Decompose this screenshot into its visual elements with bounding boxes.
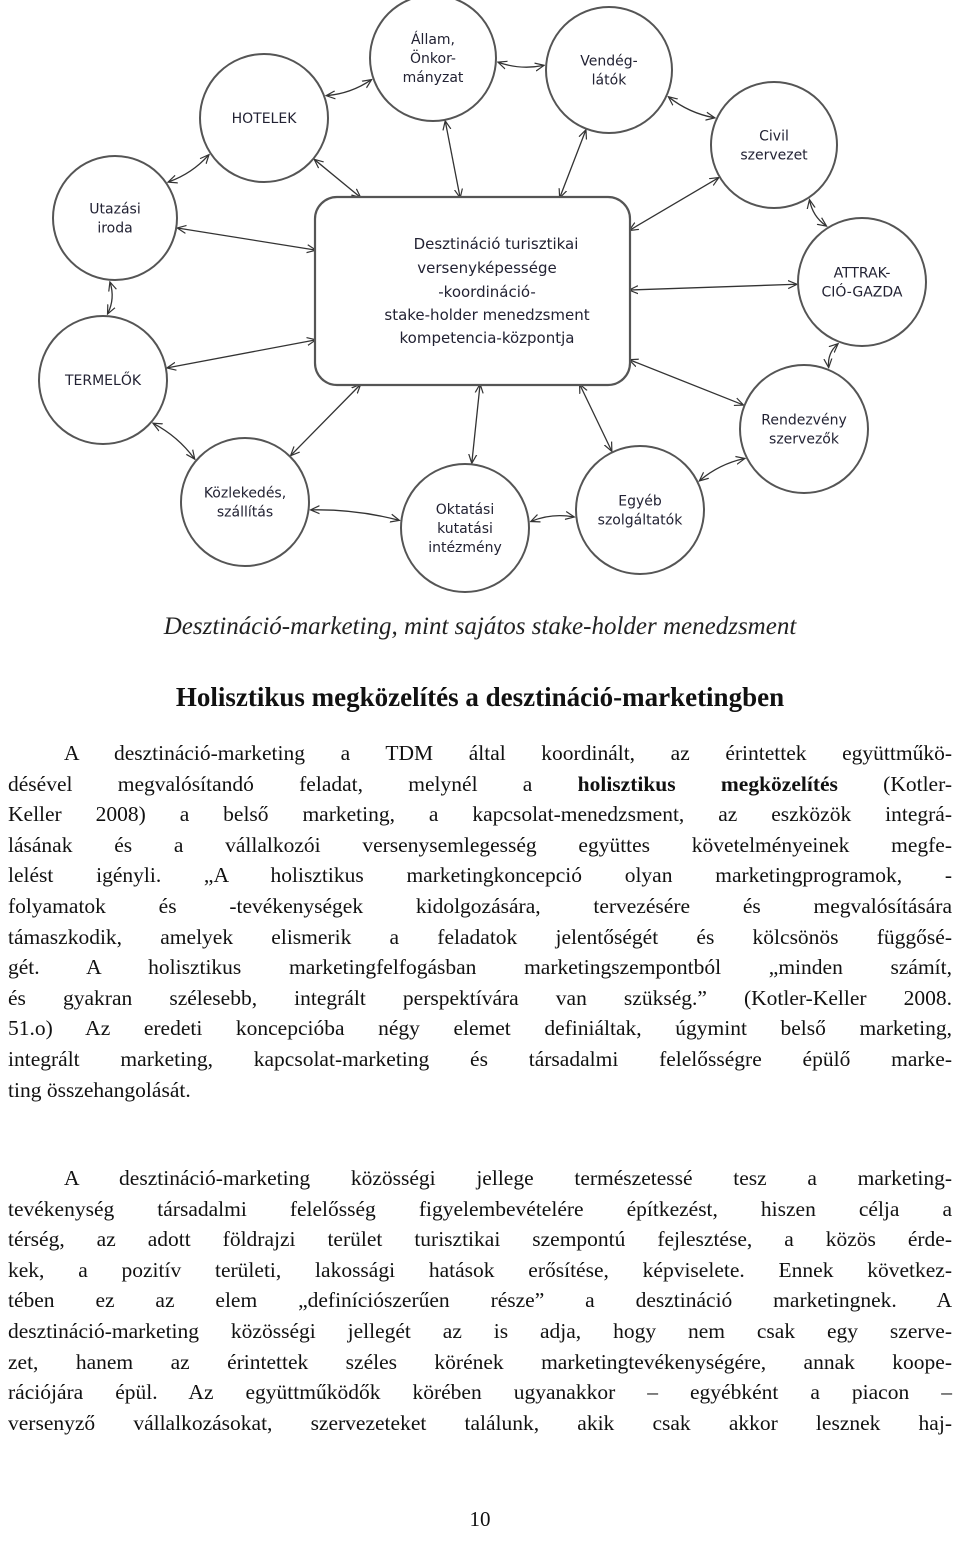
node-label: TERMELŐK xyxy=(64,373,142,389)
node-label: szervezők xyxy=(769,431,839,448)
text-line: 51.o) Az eredeti koncepcióba négy elemet definiáltak, úgymint belső marketing, xyxy=(8,1016,952,1041)
text-line: A desztináció-marketing a TDM által koordinált, az érintettek együttműkö- xyxy=(64,741,952,765)
node-label: HOTELEK xyxy=(231,111,297,127)
ring-arrow xyxy=(700,459,744,481)
node-label: Önkor- xyxy=(410,51,456,67)
node-circle xyxy=(53,156,177,280)
text-line: desztináció-marketing közösségi jellegét az is adja, hogy nem csak egy szerve- xyxy=(8,1318,952,1343)
figure-caption: Desztináció-marketing, mint sajátos stake-holder menedzsment xyxy=(163,613,797,640)
node-label: Vendég- xyxy=(580,53,638,70)
node-circle xyxy=(181,438,309,566)
node-circle xyxy=(576,446,704,574)
section-heading: Holisztikus megközelítés a desztináció-marketingben xyxy=(175,682,785,712)
center-line-3: -koordináció- xyxy=(438,283,536,301)
node-label: Egyéb xyxy=(618,493,662,510)
node-label: Rendezvény xyxy=(761,412,847,429)
node-utazasi xyxy=(53,156,177,280)
text-line: támaszkodik, amelyek elismerik a feladatok jelentőségét és kölcsönös függősé- xyxy=(8,924,952,949)
text-line: tében ez az elem „definíciószerűen része” a desztináció marketingnek. A xyxy=(8,1288,952,1313)
ring-arrow xyxy=(312,510,399,520)
node-label: szolgáltatók xyxy=(597,512,683,529)
node-label: Civil xyxy=(759,128,789,145)
spoke-arrow-rendezveny xyxy=(630,360,743,405)
node-label: Oktatási xyxy=(435,502,495,518)
ring-arrow xyxy=(327,80,371,96)
text-line: lásának és a vállalkozói versenysemlegesség együttes követelményeinek megfe- xyxy=(8,832,952,857)
text-line: zet, hanem az érintettek széles körének marketingtevékenységére, annak koope- xyxy=(8,1349,952,1374)
text-line: lelést igényli. „A holisztikus marketingkoncepció olyan marketingprogramok, - xyxy=(8,863,952,888)
ring-arrow xyxy=(108,283,112,313)
node-circle xyxy=(798,218,926,346)
text-line xyxy=(8,769,952,800)
center-line-1: Desztináció turisztikai xyxy=(413,235,579,253)
node-label: CIÓ-GAZDA xyxy=(821,284,903,301)
node-kozlekedes xyxy=(181,438,309,566)
text-line: rációjára épül. Az együttműködők körében ugyanakkor – egyébként a piacon – xyxy=(8,1380,952,1405)
ring-arrow xyxy=(169,155,208,181)
node-vendeglatok xyxy=(546,7,672,133)
bold-term: holisztikus megközelítés xyxy=(577,771,838,796)
node-termelok xyxy=(39,316,167,444)
text-run: (Kotler- xyxy=(837,771,952,796)
center-line-5: kompetencia-központja xyxy=(399,329,575,347)
spoke-arrow-attrakcio xyxy=(630,284,796,290)
node-circle xyxy=(740,365,868,493)
node-label: Állam, xyxy=(410,32,456,48)
center-box xyxy=(315,197,630,385)
spoke-arrow-vendeglatok xyxy=(560,131,586,197)
node-egyeb xyxy=(576,446,704,574)
node-label: látók xyxy=(591,72,627,89)
node-rendezveny xyxy=(740,365,868,493)
ring-arrow xyxy=(154,424,194,459)
ring-arrow xyxy=(669,97,714,117)
center-line-2: versenyképessége xyxy=(417,259,557,277)
spoke-arrow-civil xyxy=(630,178,718,230)
text-line: folyamatok és -tevékenységek kidolgozására, tervezésére és megvalósítására xyxy=(8,893,952,918)
spoke-arrow-allam xyxy=(445,122,460,197)
text-line: és gyakran szélesebb, integrált perspektívára van szükség.” (Kotler-Keller 2008. xyxy=(8,985,952,1010)
node-circle xyxy=(711,82,837,208)
spoke-arrow-termelok xyxy=(168,340,315,368)
node-label: iroda xyxy=(97,220,133,237)
ring-arrow xyxy=(828,344,837,366)
node-allam xyxy=(370,0,496,121)
spoke-arrow-hotelek xyxy=(315,160,360,197)
node-civil xyxy=(711,82,837,208)
node-label: Közlekedés, xyxy=(203,485,287,502)
text-line: tevékenység társadalmi felelősség figyelembevételére építkezést, hiszen célja a xyxy=(8,1196,952,1221)
spoke-arrow-kozlekedes xyxy=(291,385,360,455)
node-label: kutatási xyxy=(437,521,493,537)
node-label: Utazási xyxy=(89,201,141,218)
node-label: szállítás xyxy=(216,504,274,521)
page-number: 10 xyxy=(469,1507,491,1531)
ring-arrow xyxy=(499,62,543,67)
text-line: A desztináció-marketing közösségi jellege természetessé tesz a marketing- xyxy=(64,1166,952,1190)
node-label: mányzat xyxy=(402,70,464,86)
text-line: térség, az adott földrajzi terület turisztikai szempontú fejlesztése, a közös érde- xyxy=(8,1227,952,1252)
text-line: gét. A holisztikus marketingfelfogásban marketingszempontból „minden számít, xyxy=(8,955,952,980)
spoke-arrow-utazasi xyxy=(178,228,315,250)
text-line: kek, a pozitív területi, lakossági hatások erősítése, képviselete. Ennek következ- xyxy=(8,1257,952,1282)
text-run: désével megvalósítandó feladat, melynél a xyxy=(8,771,578,796)
node-oktatasi xyxy=(401,464,529,592)
text-line: versenyző vállalkozásokat, szervezeteket találunk, akik csak akkor lesznek haj- xyxy=(8,1410,952,1435)
text-line: Keller 2008) a belső marketing, a kapcsolat-menedzsment, az eszközök integrá- xyxy=(8,802,952,827)
spoke-arrow-egyeb xyxy=(580,385,611,450)
paragraph-1 xyxy=(8,738,952,1105)
node-circle xyxy=(546,7,672,133)
node-label: intézmény xyxy=(428,540,502,556)
spoke-arrow-oktatasi xyxy=(472,385,480,462)
node-hotelek xyxy=(200,54,328,182)
text-line: integrált marketing, kapcsolat-marketing és társadalmi felelősségre épülő marke- xyxy=(8,1046,952,1071)
ring-arrow xyxy=(532,516,574,522)
paragraph-2 xyxy=(8,1163,952,1438)
stakeholder-diagram xyxy=(0,0,960,595)
node-label: szervezet xyxy=(740,147,808,164)
node-label: ATTRAK- xyxy=(833,265,891,282)
text-line: ting összehangolását. xyxy=(8,1077,191,1102)
center-line-4: stake-holder menedzsment xyxy=(384,306,590,324)
node-attrakcio xyxy=(798,218,926,346)
ring-arrow xyxy=(810,201,826,226)
